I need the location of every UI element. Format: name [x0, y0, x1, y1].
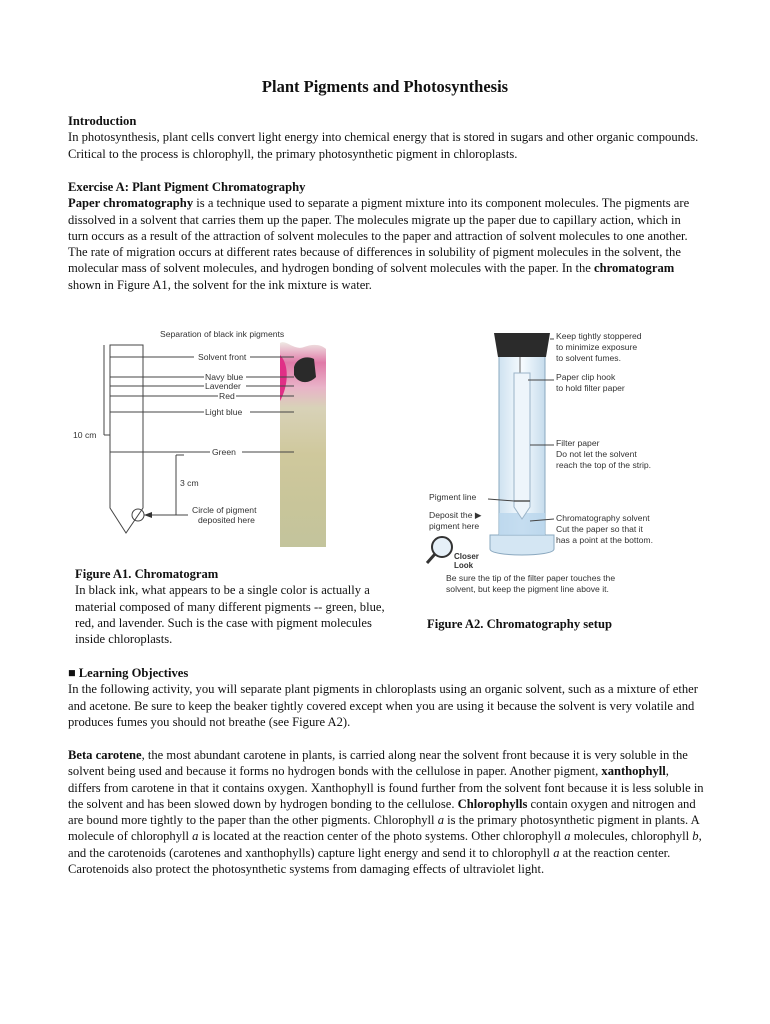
label-deposit-2: pigment here — [429, 521, 480, 531]
label-filter-1: Filter paper — [556, 438, 600, 448]
pigments-s3: contain oxygen and nitrogen and are bound more tightly to the paper than the other pigments. Chlorophyll — [68, 796, 696, 828]
filter-paper — [514, 373, 530, 519]
label-deposit-1: Deposit the ▶ — [429, 510, 482, 520]
figure-a1-caption-title: Figure A1. Chromatogram — [75, 567, 219, 581]
page-title: Plant Pigments and Photosynthesis — [261, 77, 509, 96]
pigments-s8: at the reaction center. Carotenoids also protect the photosynthetic systems from damaging effects of ultraviolet light. — [68, 845, 671, 877]
learning-objectives-title: Learning Objectives — [75, 666, 189, 680]
term-chromatogram: chromatogram — [594, 261, 675, 276]
exercise-a-section — [68, 179, 704, 293]
italic-a-4: a — [553, 845, 560, 860]
label-light-blue: Light blue — [205, 407, 243, 417]
pigments-paragraph — [68, 747, 704, 877]
figure-a1-caption — [75, 566, 400, 647]
figure-a2-caption-title: Figure A2. Chromatography setup — [427, 617, 612, 631]
label-tip-1: Be sure the tip of the filter paper touches the — [446, 573, 616, 583]
term-xanthophyll: xanthophyll — [601, 764, 666, 779]
introduction-section — [68, 113, 704, 162]
pigments-s6: molecules, chlorophyll — [570, 829, 693, 844]
pigments-s5: is located at the reaction center of the photo systems. Other chlorophyll — [198, 829, 565, 844]
term-beta-carotene: Beta carotene — [68, 748, 142, 762]
label-solvent-1: Chromatography solvent — [556, 513, 650, 523]
italic-b: b — [692, 829, 699, 844]
label-hook-2: to hold filter paper — [556, 383, 625, 393]
pigments-text — [68, 747, 704, 877]
italic-a-3: a — [564, 829, 571, 844]
figure-a1-caption-text: In black ink, what appears to be a single color is actually a material composed of many different pigments -- green, blue, red, and lavender. Such is the case with pigment molecules inside chloroplasts. — [75, 583, 385, 647]
exercise-text-part1: is a technique used to separate a pigment mixture into its component molecules. The pigments are dissolved in a solvent that carries them up the paper. The molecules migrate up the paper due to capillary action, which in turn occurs as a result of the attraction of solvent molecules to the paper and attraction of solvent molecules to one another. The rate of migration occurs at different rates because of differences in solubility of pigment molecules in the solvent, the molecular mass of solvent molecules, and hydrogen bonding of solvent molecules with the paper. In the — [68, 196, 690, 276]
cylinder-base — [490, 535, 554, 555]
label-green: Green — [212, 447, 236, 457]
label-3-cm: 3 cm — [180, 478, 199, 488]
pigments-s2: , differs from carotene in that it contains oxygen. Xanthophyll is found further from the solvent font because it is less soluble in the solvent and has been slowed down by hydrogen bonding to the cellulose. — [68, 764, 704, 811]
learning-objectives-section — [68, 665, 704, 730]
label-filter-2: Do not let the solvent — [556, 449, 637, 459]
chromatogram-diagram — [68, 325, 368, 560]
introduction-text: In photosynthesis, plant cells convert light energy into chemical energy that is stored in sugars and other organic compounds. Critical to the process is chlorophyll, the primary photosynthetic pigment in chloroplasts. — [68, 130, 699, 161]
learning-objectives-text: In the following activity, you will separate plant pigments in chloroplasts using an organic solvent, such as a mixture of ether and acetone. Be sure to keep the beaker tightly covered except when you are using it because the solvent is very volatile and produces fumes you should not breathe (see Figure A2). — [68, 682, 698, 729]
learning-objectives-heading — [68, 665, 704, 681]
italic-a-2: a — [192, 829, 199, 844]
exercise-a-heading: Exercise A: Plant Pigment Chromatography — [68, 180, 306, 194]
label-red: Red — [219, 391, 235, 401]
pigments-s7: , and the carotenoids (carotenes and xanthophylls) capture light energy and send it to chlorophyll — [68, 829, 702, 860]
term-chlorophylls: Chlorophylls — [457, 796, 528, 811]
label-circle-line1: Circle of pigment — [192, 505, 257, 515]
label-solvent-2: Cut the paper so that it — [556, 524, 643, 534]
italic-a-1: a — [437, 813, 444, 828]
stopper — [494, 333, 550, 357]
label-stopper-1: Keep tightly stoppered — [556, 331, 642, 341]
exercise-text-part2: shown in Figure A1, the solvent for the ink mixture is water. — [68, 277, 372, 292]
label-navy-blue: Navy blue — [205, 372, 244, 382]
pigments-s4: is the primary photosynthetic pigment in plants. A molecule of chlorophyll — [68, 813, 699, 844]
label-hook-1: Paper clip hook — [556, 372, 616, 382]
label-stopper-2: to minimize exposure — [556, 342, 638, 352]
term-paper-chromatography: Paper chromatography — [68, 196, 194, 211]
label-tip-2: solvent, but keep the pigment line above it. — [446, 584, 609, 594]
label-pigment-line: Pigment line — [429, 492, 477, 502]
label-stopper-3: to solvent fumes. — [556, 353, 621, 363]
pigments-s1: , the most abundant carotene in plants, is carried along near the solvent front because it is very soluble in the solvent being used and because it forms no hydrogen bonds with the cellulose in paper. Another pigment, — [68, 748, 688, 779]
label-lavender: Lavender — [205, 381, 241, 391]
label-circle-line2: deposited here — [198, 515, 255, 525]
label-solvent-3: has a point at the bottom. — [556, 535, 653, 545]
label-filter-3: reach the top of the strip. — [556, 460, 652, 470]
label-solvent-front: Solvent front — [198, 352, 247, 362]
introduction-heading: Introduction — [68, 114, 137, 128]
chromatography-setup-diagram — [424, 325, 704, 600]
exercise-a-text — [68, 195, 704, 293]
label-closer: Closer — [454, 552, 479, 561]
label-10-cm: 10 cm — [73, 430, 97, 440]
label-look: Look — [454, 561, 474, 570]
bullet-square-icon: ■ — [68, 666, 76, 680]
diagram-a1-title: Separation of black ink pigments — [160, 329, 285, 339]
paper-strip-outline — [110, 345, 143, 533]
